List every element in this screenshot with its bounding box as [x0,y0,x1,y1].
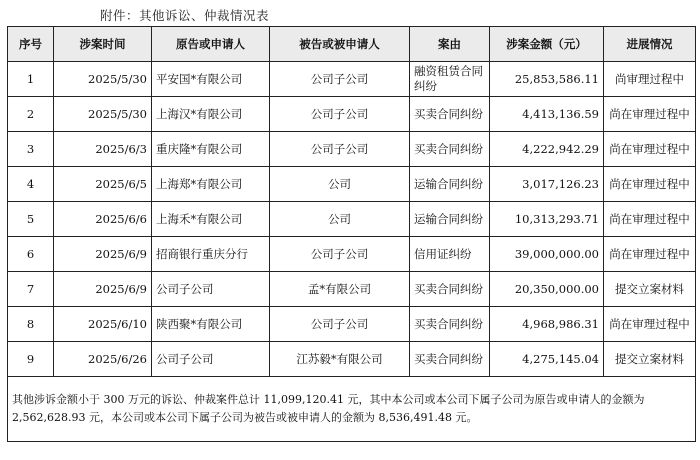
cell-no: 3 [8,132,54,167]
header-amount: 涉案金额（元） [490,27,604,62]
table-row [8,132,696,167]
cell-status: 尚在审理过程中 [604,132,696,167]
cell-defendant: 公司 [270,167,410,202]
header-plaintiff: 原告或申请人 [152,27,270,62]
cell-defendant: 孟*有限公司 [270,272,410,307]
table-row [8,62,696,97]
cell-no: 5 [8,202,54,237]
cell-status: 尚在审理过程中 [604,237,696,272]
header-date: 涉案时间 [54,27,152,62]
cell-date: 2025/6/5 [54,167,152,202]
cell-no: 4 [8,167,54,202]
table-footer [8,377,696,442]
table-row [8,237,696,272]
cell-amount: 4,413,136.59 [490,97,604,132]
table-row [8,97,696,132]
cell-defendant: 公司子公司 [270,62,410,97]
cell-cause: 买卖合同纠纷 [410,272,490,307]
cell-plaintiff: 上海郑*有限公司 [152,167,270,202]
cell-cause: 买卖合同纠纷 [410,307,490,342]
cell-plaintiff: 公司子公司 [152,342,270,377]
cell-cause: 买卖合同纠纷 [410,342,490,377]
cell-no: 2 [8,97,54,132]
cell-cause: 融资租赁合同纠纷 [410,62,490,97]
table-row [8,202,696,237]
table-header [8,27,696,62]
cell-status: 尚在审理过程中 [604,167,696,202]
cell-status: 提交立案材料 [604,272,696,307]
header-row [8,27,696,62]
cell-cause: 买卖合同纠纷 [410,132,490,167]
table-row [8,307,696,342]
cell-date: 2025/5/30 [54,97,152,132]
cell-date: 2025/6/3 [54,132,152,167]
cell-amount: 4,968,986.31 [490,307,604,342]
table-caption: 附件：其他诉讼、仲裁情况表 [100,8,270,23]
cell-amount: 3,017,126.23 [490,167,604,202]
cell-defendant: 公司子公司 [270,97,410,132]
cell-status: 提交立案材料 [604,342,696,377]
footnote: 其他涉诉金额小于 300 万元的诉讼、仲裁案件总计 11,099,120.41 元，其中本公司或本公司下属子公司为原告或申请人的金额为 2,562,628.93 元，本公司或本公司下属子公司为被告或被申请人的金额为 8,536,491.48 元。 [8,377,696,442]
cell-defendant: 公司 [270,202,410,237]
cell-date: 2025/6/6 [54,202,152,237]
cell-plaintiff: 上海禾*有限公司 [152,202,270,237]
cell-date: 2025/5/30 [54,62,152,97]
cell-plaintiff: 公司子公司 [152,272,270,307]
table-row [8,167,696,202]
cell-status: 尚在审理过程中 [604,202,696,237]
cell-date: 2025/6/10 [54,307,152,342]
cell-no: 7 [8,272,54,307]
cell-cause: 运输合同纠纷 [410,202,490,237]
cell-cause: 运输合同纠纷 [410,167,490,202]
litigation-table [7,26,696,442]
cell-no: 1 [8,62,54,97]
cell-no: 6 [8,237,54,272]
header-no: 序号 [8,27,54,62]
table-row [8,342,696,377]
cell-defendant: 公司子公司 [270,307,410,342]
cell-plaintiff: 陕西聚*有限公司 [152,307,270,342]
cell-plaintiff: 上海汉*有限公司 [152,97,270,132]
cell-no: 9 [8,342,54,377]
cell-no: 8 [8,307,54,342]
header-defendant: 被告或被申请人 [270,27,410,62]
cell-defendant: 江苏毅*有限公司 [270,342,410,377]
cell-status: 尚审理过程中 [604,62,696,97]
cell-date: 2025/6/9 [54,237,152,272]
cell-amount: 39,000,000.00 [490,237,604,272]
cell-plaintiff: 重庆隆*有限公司 [152,132,270,167]
cell-date: 2025/6/26 [54,342,152,377]
cell-cause: 信用证纠纷 [410,237,490,272]
header-cause: 案由 [410,27,490,62]
cell-defendant: 公司子公司 [270,237,410,272]
cell-amount: 25,853,586.11 [490,62,604,97]
cell-plaintiff: 招商银行重庆分行 [152,237,270,272]
cell-amount: 4,275,145.04 [490,342,604,377]
footnote-row [8,377,696,442]
cell-plaintiff: 平安国*有限公司 [152,62,270,97]
cell-amount: 10,313,293.71 [490,202,604,237]
cell-amount: 20,350,000.00 [490,272,604,307]
header-status: 进展情况 [604,27,696,62]
cell-status: 尚在审理过程中 [604,307,696,342]
table-body [8,62,696,377]
cell-defendant: 公司子公司 [270,132,410,167]
cell-amount: 4,222,942.29 [490,132,604,167]
cell-status: 尚在审理过程中 [604,97,696,132]
cell-cause: 买卖合同纠纷 [410,97,490,132]
cell-date: 2025/6/9 [54,272,152,307]
table-row [8,272,696,307]
